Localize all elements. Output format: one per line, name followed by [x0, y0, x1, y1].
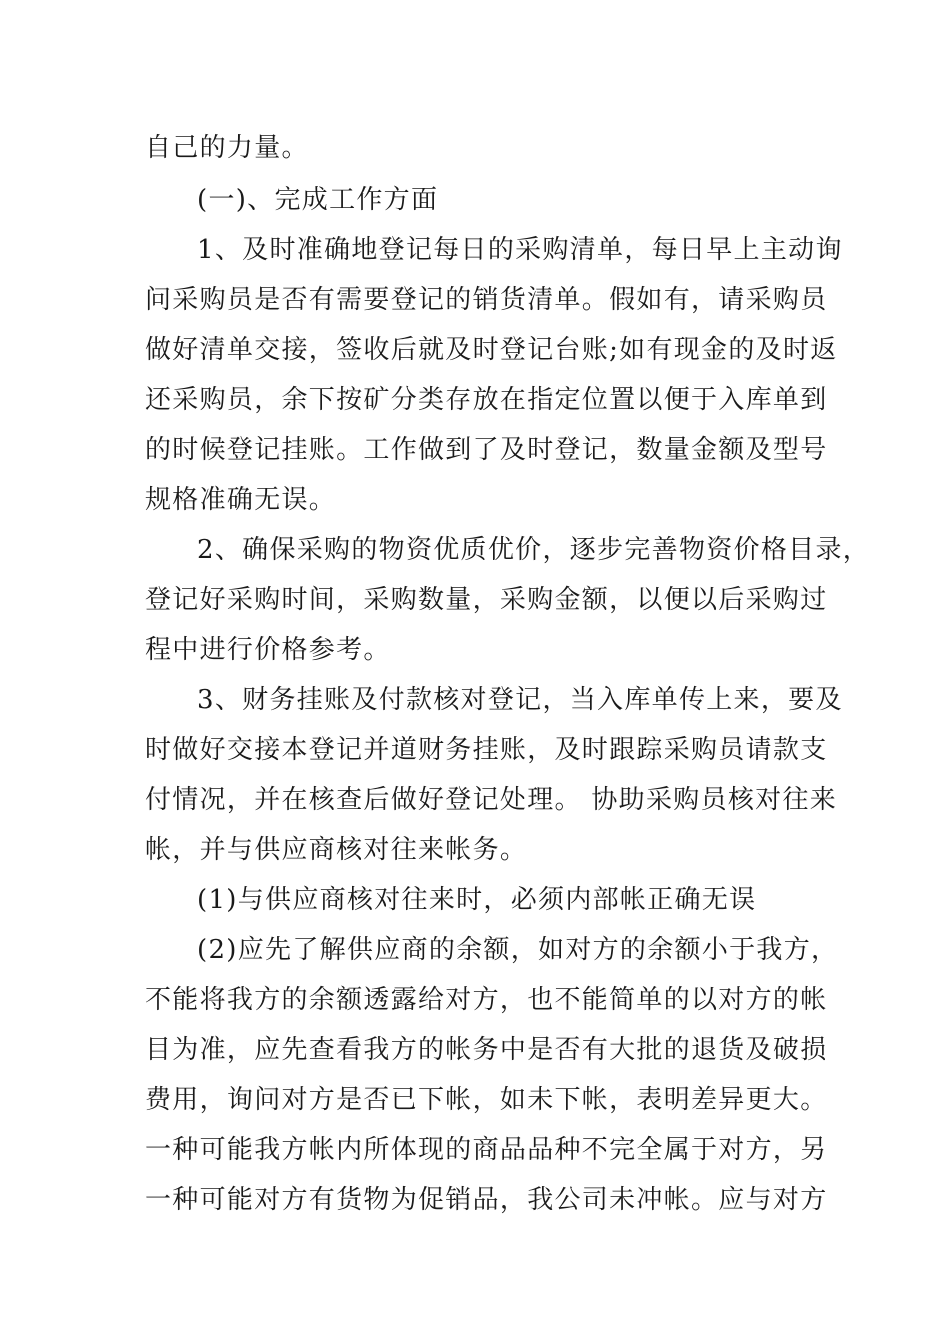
text-line: 一种可能对方有货物为促销品，我公司未冲帐。应与对方 [145, 1185, 828, 1215]
text-line: 不能将我方的余额透露给对方，也不能简单的以对方的帐 [145, 985, 828, 1015]
text-line: (1)与供应商核对往来时，必须内部帐正确无误 [197, 885, 757, 915]
text-line: 还采购员，余下按矿分类存放在指定位置以便于入库单到 [145, 385, 828, 415]
text-line: 自己的力量。 [145, 133, 309, 163]
text-line: 规格准确无误。 [145, 485, 337, 515]
text-line: 程中进行价格参考。 [145, 635, 391, 665]
text-line: 问采购员是否有需要登记的销货清单。假如有，请采购员 [145, 285, 828, 315]
text-line: 3、财务挂账及付款核对登记，当入库单传上来，要及 [197, 685, 843, 715]
text-line: 目为准，应先查看我方的帐务中是否有大批的退货及破损 [145, 1035, 828, 1065]
text-line: 时做好交接本登记并道财务挂账，及时跟踪采购员请款支 [145, 735, 828, 765]
text-line: 的时候登记挂账。工作做到了及时登记，数量金额及型号 [145, 435, 828, 465]
text-line: 登记好采购时间，采购数量，采购金额，以便以后采购过 [145, 585, 828, 615]
text-line: 帐，并与供应商核对往来帐务。 [145, 835, 528, 865]
text-line: 一种可能我方帐内所体现的商品品种不完全属于对方，另 [145, 1135, 828, 1165]
text-line: 1、及时准确地登记每日的采购清单，每日早上主动询 [197, 235, 843, 265]
text-line: 2、确保采购的物资优质优价，逐步完善物资价格目录， [197, 535, 871, 565]
text-line: 付情况，并在核查后做好登记处理。 协助采购员核对往来 [145, 785, 838, 815]
section-heading: (一)、完成工作方面 [197, 185, 439, 215]
text-line: 做好清单交接，签收后就及时登记台账;如有现金的及时返 [145, 335, 838, 365]
text-line: 费用，询问对方是否已下帐，如未下帐，表明差异更大。 [145, 1085, 828, 1115]
text-line: (2)应先了解供应商的余额，如对方的余额小于我方， [197, 935, 839, 965]
